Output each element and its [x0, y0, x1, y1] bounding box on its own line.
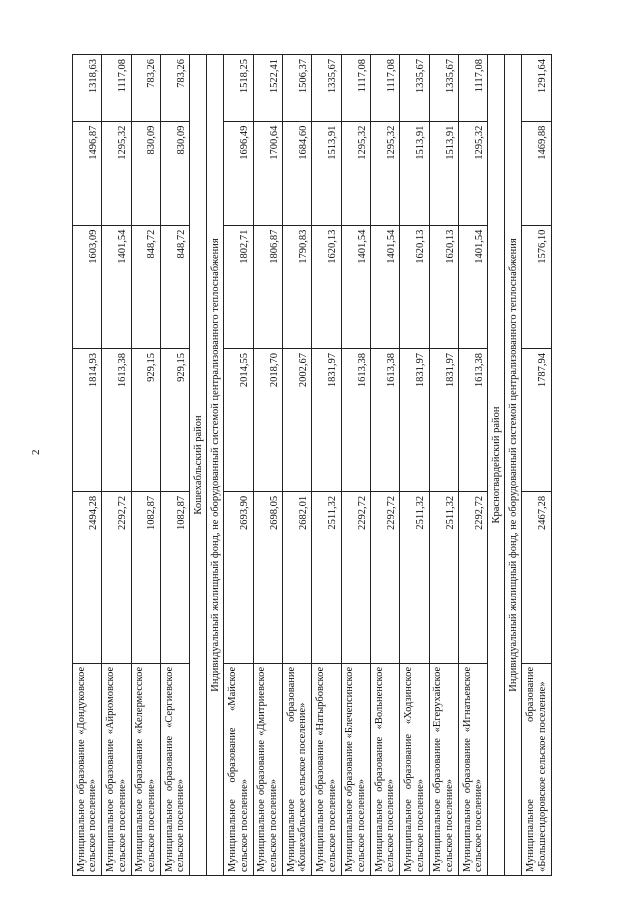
- municipality-name-cell: Муниципальное образование «Кошехабльское сельское поселение»: [283, 663, 312, 875]
- tariff-value-cell: 1291,64: [522, 55, 552, 122]
- tariff-value-cell: 783,26: [131, 55, 160, 122]
- tariff-value-cell: 1082,87: [161, 491, 190, 663]
- tariff-value-cell: 1117,08: [102, 55, 131, 122]
- section-row: [505, 55, 522, 876]
- municipality-name-cell: Муниципальное образование «Ходзинское сельское поселение»: [400, 663, 429, 875]
- section-heading: Кошехабльский район: [190, 55, 207, 876]
- municipality-name-cell: Муниципальное образование «Айрюмовское сельское поселение»: [102, 663, 131, 875]
- tariff-value-cell: 929,15: [131, 349, 160, 492]
- tariff-value-cell: 1401,54: [459, 225, 488, 348]
- tariff-value-cell: 2693,90: [224, 491, 253, 663]
- page-number: 2: [30, 449, 42, 455]
- table-row: [341, 55, 370, 876]
- tariff-value-cell: 1696,49: [224, 121, 253, 225]
- tariff-value-cell: 2292,72: [371, 491, 400, 663]
- table-row: [400, 55, 429, 876]
- table-row: [459, 55, 488, 876]
- table-row: [131, 55, 160, 876]
- municipality-name-cell: Муниципальное образование «Майское сельское поселение»: [224, 663, 253, 875]
- tariff-value-cell: 1335,67: [312, 55, 341, 122]
- tariff-value-cell: 1613,38: [371, 349, 400, 492]
- table-row: [312, 55, 341, 876]
- tariff-value-cell: 1802,71: [224, 225, 253, 348]
- tariff-value-cell: 1082,87: [131, 491, 160, 663]
- tariff-value-cell: 2292,72: [341, 491, 370, 663]
- tariff-value-cell: 1335,67: [429, 55, 458, 122]
- tariff-value-cell: 1831,97: [400, 349, 429, 492]
- tariff-value-cell: 2682,01: [283, 491, 312, 663]
- section-row: [207, 55, 224, 876]
- tariff-value-cell: 848,72: [161, 225, 190, 348]
- tariff-value-cell: 830,09: [161, 121, 190, 225]
- table-row: [429, 55, 458, 876]
- municipality-name-cell: Муниципальное образование «Сергиевское сельское поселение»: [161, 663, 190, 875]
- tariff-value-cell: 2511,32: [400, 491, 429, 663]
- tariff-value-cell: 1814,93: [73, 349, 102, 492]
- municipality-name-cell: Муниципальное образование «Егерухайское сельское поселение»: [429, 663, 458, 875]
- tariff-value-cell: 783,26: [161, 55, 190, 122]
- tariff-table-container: [72, 54, 552, 876]
- tariff-value-cell: 1295,32: [341, 121, 370, 225]
- table-row: [522, 55, 552, 876]
- tariff-value-cell: 1117,08: [341, 55, 370, 122]
- tariff-value-cell: 2494,28: [73, 491, 102, 663]
- municipality-name-cell: Муниципальное образование «Натырбовское сельское поселение»: [312, 663, 341, 875]
- tariff-value-cell: 1117,08: [371, 55, 400, 122]
- tariff-value-cell: 1518,25: [224, 55, 253, 122]
- municipality-name-cell: Муниципальное образование «Большесидоровское сельское поселение»: [522, 663, 552, 875]
- table-row: [253, 55, 282, 876]
- tariff-value-cell: 1401,54: [371, 225, 400, 348]
- tariff-value-cell: 929,15: [161, 349, 190, 492]
- table-row: [73, 55, 102, 876]
- municipality-name-cell: Муниципальное образование «Дмитриевское сельское поселение»: [253, 663, 282, 875]
- tariff-value-cell: 1496,87: [73, 121, 102, 225]
- municipality-name-cell: Муниципальное образование «Дондуковское сельское поселение»: [73, 663, 102, 875]
- section-heading: Индивидуальный жилищный фонд, не оборудованный системой централизованного теплоснабжения: [505, 55, 522, 876]
- tariff-value-cell: 1401,54: [341, 225, 370, 348]
- tariff-value-cell: 1787,94: [522, 349, 552, 492]
- table-row: [161, 55, 190, 876]
- tariff-value-cell: 2467,28: [522, 491, 552, 663]
- table-row: [283, 55, 312, 876]
- table-row: [371, 55, 400, 876]
- tariff-value-cell: 1513,91: [429, 121, 458, 225]
- municipality-name-cell: Муниципальное образование «Вольненское сельское поселение»: [371, 663, 400, 875]
- municipality-name-cell: Муниципальное образование «Келермесское сельское поселение»: [131, 663, 160, 875]
- tariff-value-cell: 1700,64: [253, 121, 282, 225]
- tariff-value-cell: 1506,37: [283, 55, 312, 122]
- tariff-value-cell: 1513,91: [400, 121, 429, 225]
- tariff-table: [72, 54, 552, 876]
- tariff-value-cell: 2698,05: [253, 491, 282, 663]
- tariff-value-cell: 1806,87: [253, 225, 282, 348]
- tariff-value-cell: 830,09: [131, 121, 160, 225]
- tariff-value-cell: 1469,88: [522, 121, 552, 225]
- tariff-value-cell: 1620,13: [312, 225, 341, 348]
- municipality-name-cell: Муниципальное образование «Блечепсинское сельское поселение»: [341, 663, 370, 875]
- municipality-name-cell: Муниципальное образование «Игнатьевское сельское поселение»: [459, 663, 488, 875]
- tariff-value-cell: 1620,13: [429, 225, 458, 348]
- tariff-value-cell: 2511,32: [312, 491, 341, 663]
- tariff-value-cell: 1613,38: [459, 349, 488, 492]
- tariff-value-cell: 1295,32: [102, 121, 131, 225]
- section-heading: Индивидуальный жилищный фонд, не оборудованный системой централизованного теплоснабжения: [207, 55, 224, 876]
- tariff-value-cell: 1576,10: [522, 225, 552, 348]
- tariff-value-cell: 1401,54: [102, 225, 131, 348]
- tariff-value-cell: 1684,60: [283, 121, 312, 225]
- tariff-value-cell: 2002,67: [283, 349, 312, 492]
- tariff-table-body: [73, 55, 552, 876]
- tariff-value-cell: 2018,70: [253, 349, 282, 492]
- tariff-value-cell: 1513,91: [312, 121, 341, 225]
- tariff-value-cell: 2014,55: [224, 349, 253, 492]
- tariff-value-cell: 1335,67: [400, 55, 429, 122]
- tariff-value-cell: 2511,32: [429, 491, 458, 663]
- tariff-value-cell: 1522,41: [253, 55, 282, 122]
- tariff-value-cell: 1790,83: [283, 225, 312, 348]
- tariff-value-cell: 2292,72: [102, 491, 131, 663]
- tariff-value-cell: 1295,32: [459, 121, 488, 225]
- tariff-value-cell: 2292,72: [459, 491, 488, 663]
- section-row: [488, 55, 505, 876]
- tariff-value-cell: 1295,32: [371, 121, 400, 225]
- tariff-value-cell: 1620,13: [400, 225, 429, 348]
- tariff-value-cell: 1603,09: [73, 225, 102, 348]
- table-row: [224, 55, 253, 876]
- tariff-value-cell: 1318,63: [73, 55, 102, 122]
- tariff-value-cell: 1831,97: [429, 349, 458, 492]
- section-heading: Красногвардейский район: [488, 55, 505, 876]
- table-row: [102, 55, 131, 876]
- tariff-value-cell: 1831,97: [312, 349, 341, 492]
- tariff-value-cell: 1613,38: [102, 349, 131, 492]
- tariff-value-cell: 1613,38: [341, 349, 370, 492]
- tariff-value-cell: 1117,08: [459, 55, 488, 122]
- tariff-value-cell: 848,72: [131, 225, 160, 348]
- section-row: [190, 55, 207, 876]
